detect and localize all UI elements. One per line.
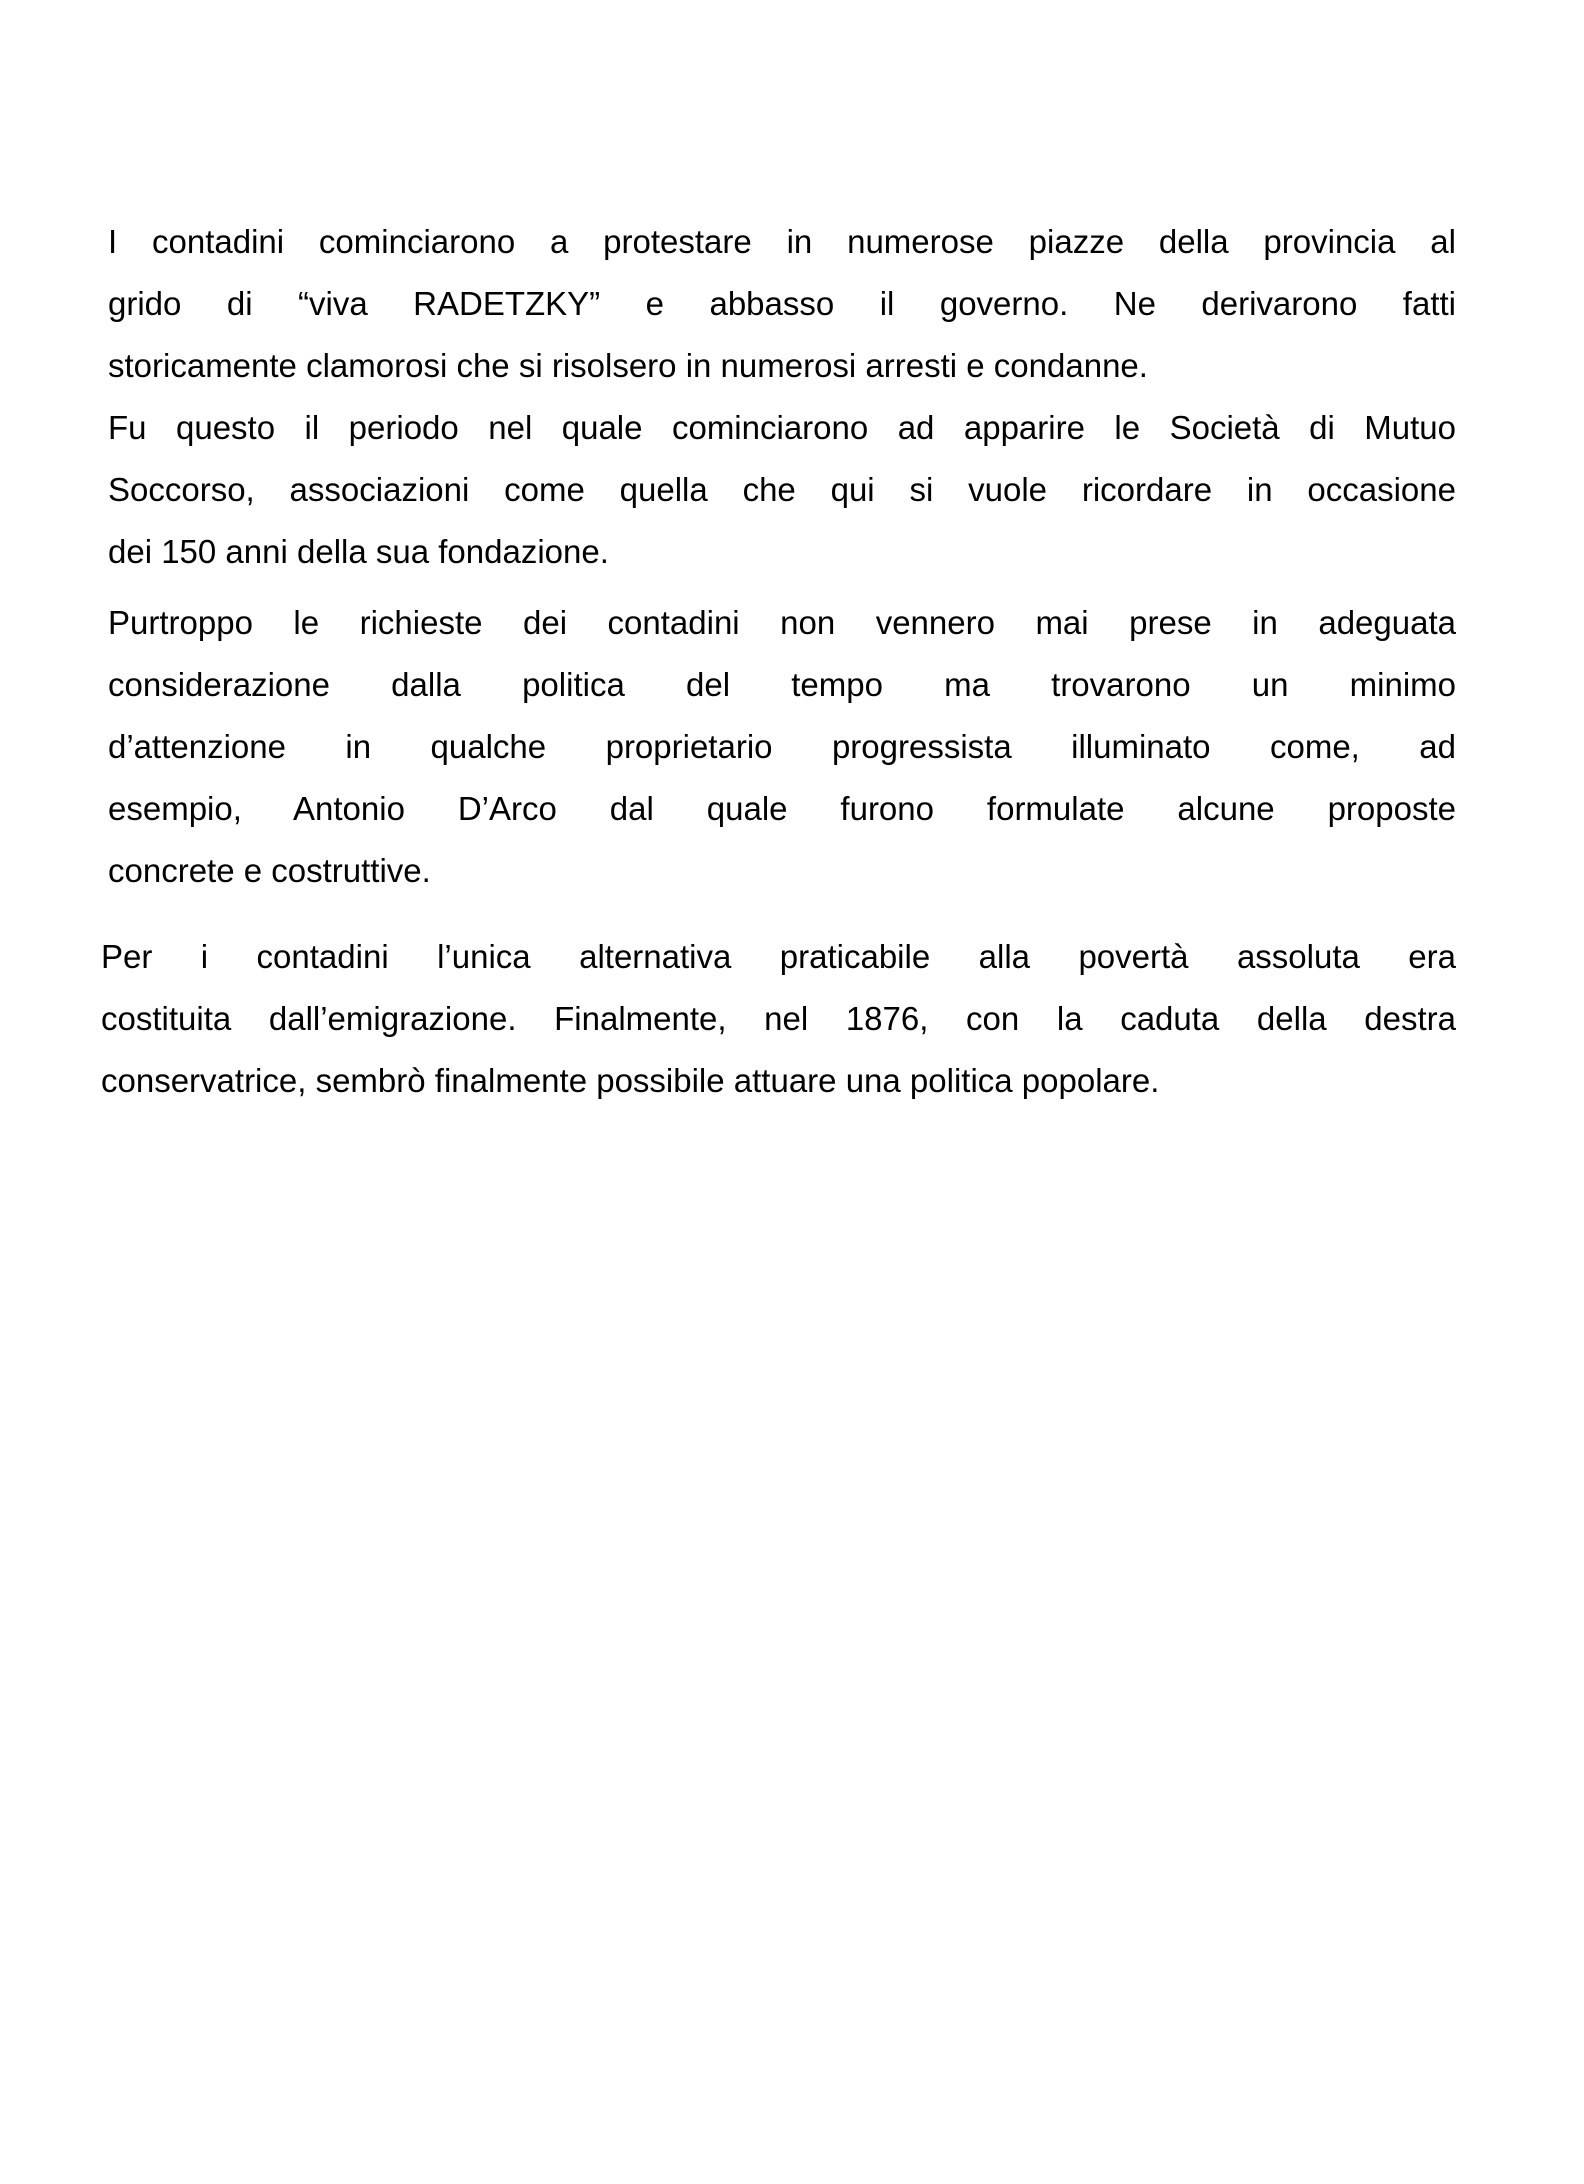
text-line: grido di “viva RADETZKY” e abbasso il governo. Ne derivarono fatti	[108, 285, 1456, 322]
text-line: concrete e costruttive.	[108, 852, 431, 889]
text-line: Soccorso, associazioni come quella che qui si vuole ricordare in occasione	[108, 471, 1456, 508]
text-line: dei 150 anni della sua fondazione.	[108, 533, 609, 570]
text-line: storicamente clamorosi che si risolsero in numerosi arresti e condanne.	[108, 347, 1148, 384]
text-line: costituita dall’emigrazione. Finalmente, nel 1876, con la caduta della destra	[101, 1000, 1456, 1037]
text-line: Purtroppo le richieste dei contadini non vennero mai prese in adeguata	[108, 604, 1456, 641]
text-line: Per i contadini l’unica alternativa praticabile alla povertà assoluta era	[101, 938, 1456, 975]
text-line: considerazione dalla politica del tempo ma trovarono un minimo	[108, 666, 1456, 703]
paragraph-emigration	[101, 926, 1456, 1112]
text-line: d’attenzione in qualche proprietario progressista illuminato come, ad	[108, 728, 1456, 765]
paragraph-protests	[108, 211, 1456, 583]
paragraph-requests	[108, 592, 1456, 902]
text-line: Fu questo il periodo nel quale cominciarono ad apparire le Società di Mutuo	[108, 409, 1456, 446]
text-line: conservatrice, sembrò finalmente possibile attuare una politica popolare.	[101, 1062, 1160, 1099]
text-line: esempio, Antonio D’Arco dal quale furono formulate alcune proposte	[108, 790, 1456, 827]
text-line: I contadini cominciarono a protestare in numerose piazze della provincia al	[108, 223, 1456, 260]
